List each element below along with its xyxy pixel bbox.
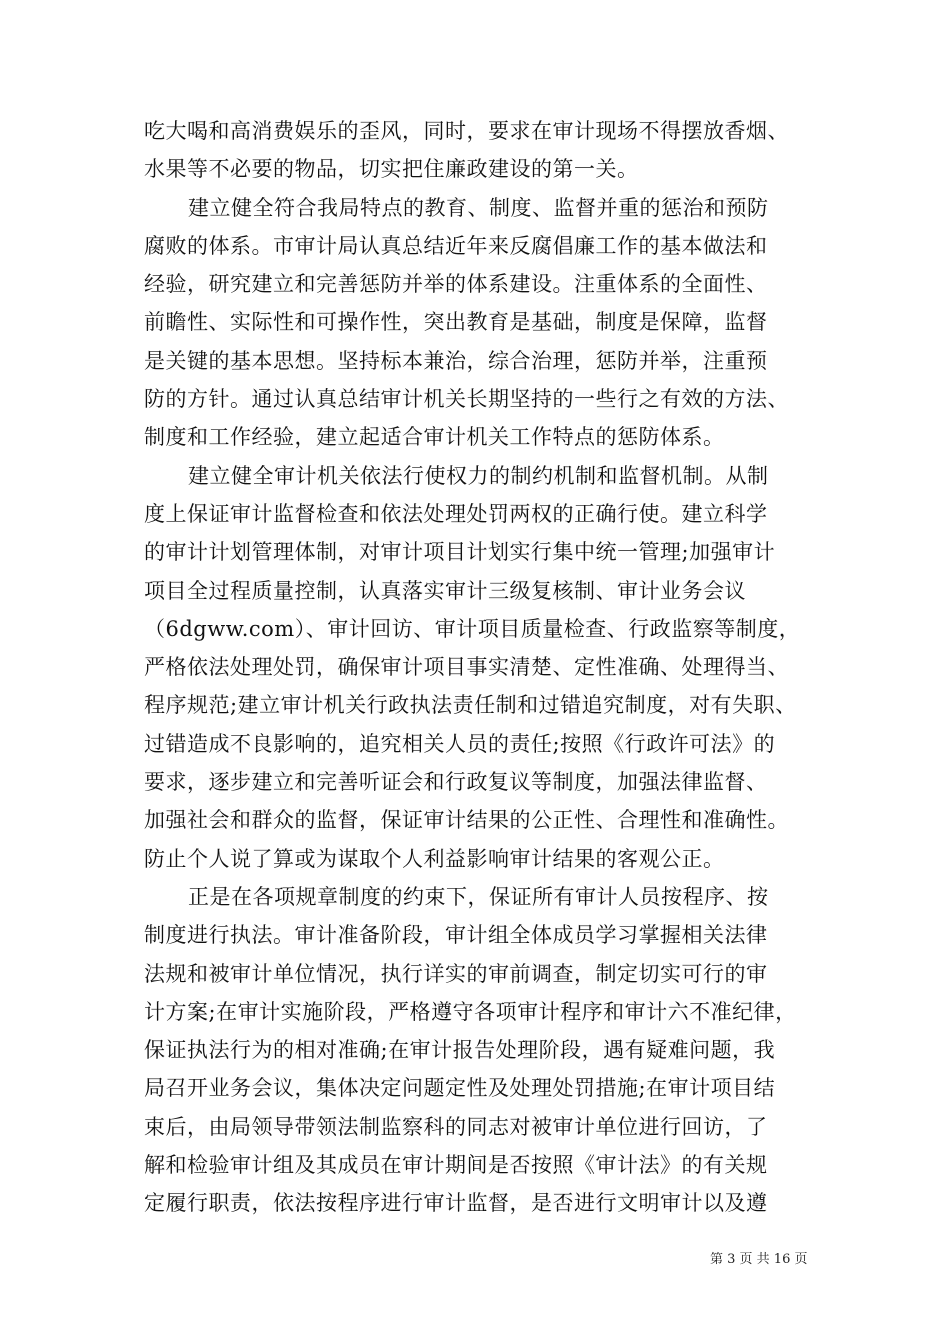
text-line: 吃大喝和高消费娱乐的歪风，同时，要求在审计现场不得摆放香烟、: [144, 119, 789, 143]
text-line: 要求，逐步建立和完善听证会和行政复议等制度，加强法律监督、: [144, 770, 768, 795]
text-line: 加强社会和群众的监督，保证审计结果的公正性、合理性和准确性。: [144, 808, 789, 833]
text-line: 制度和工作经验，建立起适合审计机关工作特点的惩防体系。: [144, 425, 725, 450]
text-line: 保证执法行为的相对准确;在审计报告处理阶段，遇有疑难问题，我: [144, 1038, 776, 1063]
paragraph: [144, 878, 804, 1223]
text-line: 定履行职责，依法按程序进行审计监督，是否进行文明审计以及遵: [144, 1191, 768, 1216]
text-line: 度上保证审计监督检查和依法处理处罚两权的正确行使。建立科学: [144, 501, 768, 526]
text-line: 项目全过程质量控制，认真落实审计三级复核制、审计业务会议: [144, 578, 746, 603]
body-text: [144, 112, 804, 1223]
text-line: 制度进行执法。审计准备阶段，审计组全体成员学习掌握相关法律: [144, 923, 768, 948]
text-line: 计方案;在审计实施阶段，严格遵守各项审计程序和审计六不准纪律，: [144, 999, 797, 1024]
text-line: 是关键的基本思想。坚持标本兼治，综合治理，惩防并举，注重预: [144, 348, 768, 373]
text-line: 防的方针。通过认真总结审计机关长期坚持的一些行之有效的方法、: [144, 387, 789, 412]
text-line: 解和检验审计组及其成员在审计期间是否按照《审计法》的有关规: [144, 1153, 768, 1178]
text-line: 建立健全符合我局特点的教育、制度、监督并重的惩治和预防: [188, 195, 769, 220]
text-line: （6dgww.com）、审计回访、审计项目质量检查、行政监察等制度，: [144, 616, 801, 641]
text-line: 水果等不必要的物品，切实把住廉政建设的第一关。: [144, 157, 639, 182]
text-line: 束后，由局领导带领法制监察科的同志对被审计单位进行回访，了: [144, 1114, 768, 1139]
text-line: 腐败的体系。市审计局认真总结近年来反腐倡廉工作的基本做法和: [144, 233, 768, 258]
text-line: 经验，研究建立和完善惩防并举的体系建设。注重体系的全面性、: [144, 272, 768, 297]
text-line: 的审计计划管理体制，对审计项目计划实行集中统一管理;加强审计: [144, 540, 776, 565]
page-number-footer: 第 3 页 共 16 页: [710, 1252, 808, 1267]
text-line: 过错造成不良影响的，追究相关人员的责任;按照《行政许可法》的: [144, 731, 776, 756]
paragraph: [144, 189, 804, 457]
text-line: 严格依法处理处罚，确保审计项目事实清楚、定性准确、处理得当、: [144, 655, 789, 680]
text-line: 建立健全审计机关依法行使权力的制约机制和监督机制。从制: [188, 463, 769, 488]
text-line: 法规和被审计单位情况，执行详实的审前调查，制定切实可行的审: [144, 961, 768, 986]
text-line: 防止个人说了算或为谋取个人利益影响审计结果的客观公正。: [144, 846, 725, 871]
text-line: 局召开业务会议，集体决定问题定性及处理处罚措施;在审计项目结: [144, 1076, 776, 1101]
text-line: 正是在各项规章制度的约束下，保证所有审计人员按程序、按: [188, 884, 769, 909]
text-line: 程序规范;建立审计机关行政执法责任制和过错追究制度，对有失职、: [144, 693, 797, 718]
paragraph: [144, 112, 804, 189]
text-line: 前瞻性、实际性和可操作性，突出教育是基础，制度是保障，监督: [144, 310, 768, 335]
paragraph: [144, 457, 804, 878]
